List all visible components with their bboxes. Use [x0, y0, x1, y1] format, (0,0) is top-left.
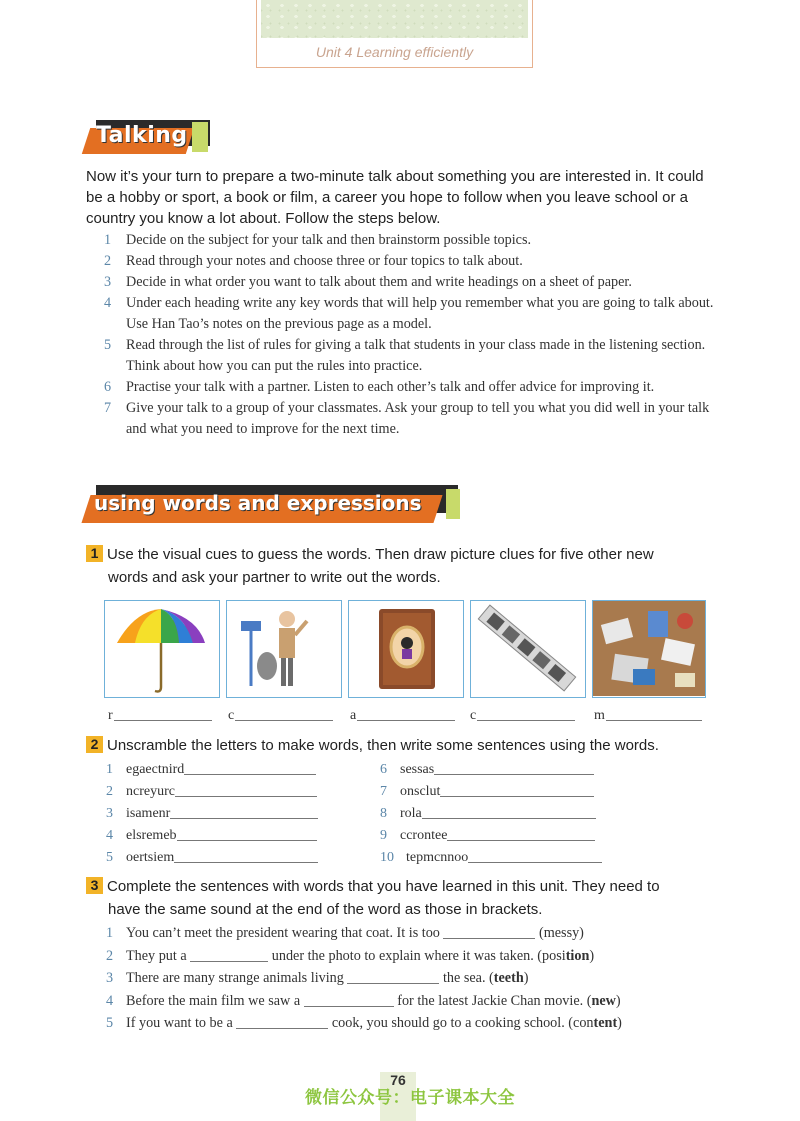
answer-blank-3[interactable]: a — [350, 708, 455, 724]
answer-line[interactable] — [447, 840, 595, 841]
exercise-2-instructions: 2 Unscramble the letters to make words, then write some sentences using the words. — [86, 734, 716, 757]
list-item: 4 elsremeb — [106, 825, 318, 847]
list-item: 6 sessas — [380, 759, 602, 781]
talking-heading-text: Talking — [96, 123, 188, 148]
list-item: 1 Decide on the subject for your talk and then brainstorm possible topics. — [104, 232, 532, 248]
list-item: 4 Before the main film we saw a for the latest Jackie Chan movie. (new) — [106, 992, 621, 1009]
album-picture — [348, 600, 464, 698]
answer-line[interactable] — [190, 961, 268, 962]
unit-header — [256, 0, 533, 68]
man-with-bag-picture — [226, 600, 342, 698]
scramble-list-left — [106, 759, 318, 869]
answer-line[interactable] — [347, 983, 439, 984]
answer-line[interactable] — [434, 774, 594, 775]
answer-blank-2[interactable]: c — [228, 708, 333, 724]
answer-blank-4[interactable]: c — [470, 708, 575, 724]
answer-line[interactable] — [422, 818, 596, 819]
umbrella-picture — [104, 600, 220, 698]
list-item: 7 onsclut — [380, 781, 602, 803]
answer-line[interactable] — [236, 1028, 328, 1029]
answer-line[interactable] — [177, 840, 317, 841]
picture-answer-blanks — [108, 708, 708, 726]
answer-blank-5[interactable]: m — [594, 708, 702, 724]
words-heading — [86, 485, 460, 525]
talking-steps — [104, 230, 714, 440]
list-item: 7 Give your talk to a group of your classmates. Ask your group to tell you what you did well in your talk and what you need to improve for the next time. — [104, 400, 710, 437]
list-item: 8 rola — [380, 803, 602, 825]
answer-line[interactable] — [175, 796, 317, 797]
list-item: 3 There are many strange animals living the sea. (teeth) — [106, 970, 529, 987]
watermark: 微信公众号：电子课本大全 — [305, 1088, 515, 1108]
list-item: 4 Under each heading write any key words that will help you remember what you are going to talk about. Use Han Tao’s notes on the previous page as a model. — [104, 295, 714, 332]
list-item: 2 Read through your notes and choose three or four topics to talk about. — [104, 253, 523, 269]
scramble-list-right — [380, 759, 602, 869]
list-item: 5 Read through the list of rules for giving a talk that students in your class made in the listening section. Think about how you can put the rules into practice. — [104, 337, 706, 374]
list-item: 9 ccrontee — [380, 825, 602, 847]
exercise-3-badge: 3 — [86, 877, 103, 894]
list-item: 2 ncreyurc — [106, 781, 318, 803]
answer-line[interactable] — [170, 818, 318, 819]
answer-blank-1[interactable]: r — [108, 708, 212, 724]
list-item: 1 egaectnird — [106, 759, 318, 781]
film-strip-picture — [470, 600, 586, 698]
messy-desk-picture — [592, 600, 706, 698]
list-item: 1 You can’t meet the president wearing that coat. It is too (messy) — [106, 925, 584, 941]
answer-line[interactable] — [174, 862, 318, 863]
sentence-list — [106, 922, 716, 1035]
answer-line[interactable] — [184, 774, 316, 775]
exercise-3-instructions: 3 Complete the sentences with words that you have learned in this unit. They need to have the same sound at the end of the word as those in brackets. — [86, 875, 716, 921]
words-heading-text: using words and expressions — [94, 491, 422, 515]
list-item: 10 tepmcnnoo — [380, 847, 602, 869]
answer-line[interactable] — [304, 1006, 394, 1007]
header-texture — [261, 0, 528, 38]
list-item: 6 Practise your talk with a partner. Listen to each other’s talk and offer advice for improving it. — [104, 379, 655, 395]
list-item: 3 isamenr — [106, 803, 318, 825]
list-item: 5 If you want to be a cook, you should go to a cooking school. (content) — [106, 1015, 622, 1032]
exercise-1-badge: 1 — [86, 545, 103, 562]
page-number: 76 — [380, 1072, 416, 1121]
answer-line[interactable] — [443, 938, 535, 939]
exercise-1-instructions: 1 Use the visual cues to guess the words. Then draw picture clues for five other new words and ask your partner to write out the words. — [86, 543, 716, 589]
unit-title: Unit 4 Learning efficiently — [315, 44, 474, 60]
list-item: 2 They put a under the photo to explain where it was taken. (position) — [106, 947, 595, 964]
picture-clues — [104, 600, 706, 700]
list-item: 3 Decide in what order you want to talk about them and write headings on a sheet of paper. — [104, 274, 632, 290]
talking-intro: Now it’s your turn to prepare a two-minute talk about something you are interested in. It could be a hobby or sport, a book or film, a career you hope to follow when you leave school or a country you know a lot about. Follow the steps below. — [86, 168, 704, 227]
exercise-2-badge: 2 — [86, 736, 103, 753]
answer-line[interactable] — [440, 796, 594, 797]
talking-heading — [86, 120, 212, 156]
list-item: 5 oertsiem — [106, 847, 318, 869]
answer-line[interactable] — [468, 862, 602, 863]
